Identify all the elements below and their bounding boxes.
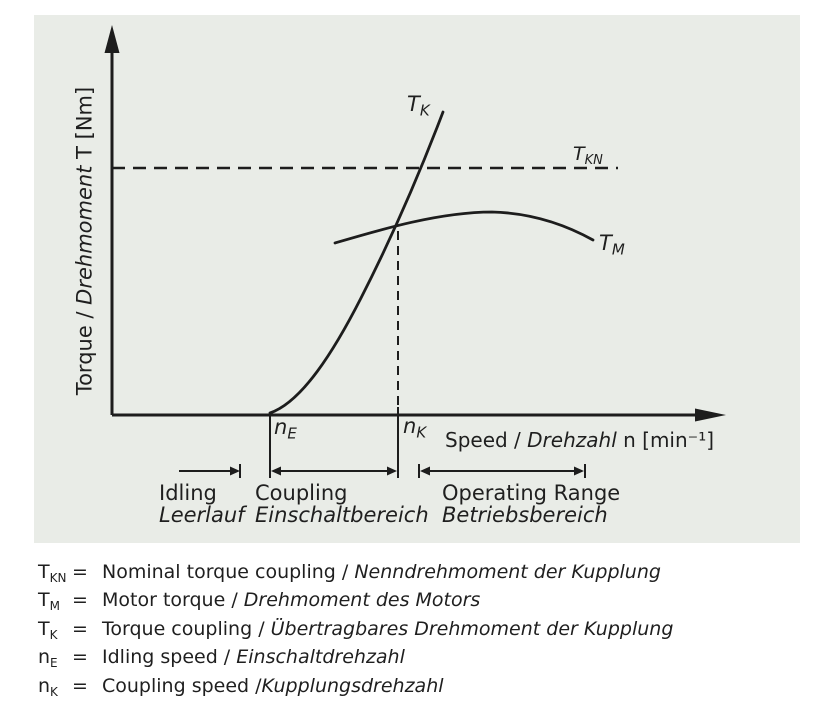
legend-sym-base: n bbox=[38, 646, 51, 669]
legend-symbol bbox=[38, 589, 72, 614]
nk-marker-label bbox=[403, 414, 427, 442]
legend-sym-sub: KN bbox=[49, 571, 67, 586]
range-coupling-de: Einschaltbereich bbox=[255, 503, 429, 527]
legend-symbol bbox=[38, 618, 72, 640]
tkn-base: T bbox=[573, 143, 585, 165]
legend-sym-sub: K bbox=[49, 627, 58, 642]
y-axis-label bbox=[73, 87, 96, 395]
x-axis-label bbox=[445, 429, 714, 451]
coupling-arrowhead-right-icon bbox=[387, 467, 397, 476]
legend-sym-base: T bbox=[38, 589, 50, 612]
tkn-line-label bbox=[573, 143, 603, 168]
equals-sign: = bbox=[72, 589, 88, 612]
legend-desc-de: Einschaltdrehzahl bbox=[236, 646, 405, 669]
legend-desc-de: Übertragbares Drehmoment der Kupplung bbox=[270, 617, 674, 640]
legend-description bbox=[102, 589, 480, 611]
tm-curve bbox=[335, 212, 593, 243]
range-label-coupling bbox=[255, 483, 429, 526]
legend-desc-separator: / bbox=[335, 561, 355, 583]
legend-sym-sub: E bbox=[50, 656, 58, 671]
legend-row-nk bbox=[38, 675, 798, 703]
legend-description bbox=[102, 618, 673, 640]
y-axis-label-en: Torque / bbox=[72, 304, 97, 396]
legend-row-tkn bbox=[38, 561, 798, 589]
legend-symbol bbox=[38, 561, 72, 586]
range-label-idling bbox=[159, 483, 245, 526]
equals-sign: = bbox=[72, 646, 88, 669]
x-axis-arrowhead-icon bbox=[695, 409, 726, 422]
tk-base: T bbox=[407, 92, 420, 116]
legend-sym-base: n bbox=[38, 674, 51, 697]
y-axis-label-unit: T [Nm] bbox=[72, 86, 97, 166]
legend-desc-en: Coupling speed bbox=[102, 674, 250, 697]
tm-sub: M bbox=[611, 240, 625, 259]
equals-sign: = bbox=[72, 617, 88, 640]
x-axis-label-en: Speed / bbox=[445, 428, 528, 452]
legend-sym-base: T bbox=[38, 617, 50, 640]
chart-panel bbox=[34, 15, 800, 543]
coupling-arrowhead-left-icon bbox=[271, 467, 281, 476]
range-operating-en: Operating Range bbox=[442, 481, 621, 505]
legend-symbol bbox=[38, 675, 72, 697]
operating-arrowhead-right-icon bbox=[574, 467, 584, 476]
legend-description bbox=[102, 561, 661, 583]
legend-desc-de: Drehmoment des Motors bbox=[243, 589, 481, 612]
range-operating-de: Betriebsbereich bbox=[442, 503, 608, 527]
legend-desc-en: Motor torque bbox=[102, 589, 226, 612]
legend-desc-separator: / bbox=[225, 589, 244, 612]
range-label-operating bbox=[442, 483, 620, 526]
ne-marker-label bbox=[274, 415, 297, 443]
legend-desc-separator: / bbox=[249, 674, 262, 697]
tm-curve-label bbox=[599, 231, 625, 259]
legend-desc-de: Kupplungsdrehzahl bbox=[261, 674, 444, 697]
range-idling-de: Leerlauf bbox=[159, 503, 245, 527]
legend-desc-separator: / bbox=[252, 617, 271, 640]
ne-base: n bbox=[274, 415, 288, 439]
legend-sym-base: T bbox=[38, 561, 50, 583]
legend-row-tm bbox=[38, 589, 798, 617]
legend-description bbox=[102, 646, 405, 668]
range-idling-en: Idling bbox=[159, 481, 217, 505]
legend-symbol bbox=[38, 646, 72, 671]
nk-sub: K bbox=[416, 423, 427, 442]
y-axis-arrowhead-icon bbox=[105, 25, 120, 53]
ne-sub: E bbox=[287, 424, 297, 443]
legend-desc-separator: / bbox=[217, 646, 237, 669]
range-coupling-en: Coupling bbox=[255, 481, 348, 505]
tk-curve-label bbox=[407, 92, 430, 120]
nk-base: n bbox=[403, 414, 417, 438]
y-axis-label-de: Drehmoment bbox=[72, 165, 97, 305]
legend-desc-en: Torque coupling bbox=[102, 617, 253, 640]
symbol-legend bbox=[38, 561, 798, 703]
tk-sub: K bbox=[419, 101, 430, 120]
tkn-sub: KN bbox=[584, 152, 603, 168]
tm-base: T bbox=[599, 231, 612, 255]
x-axis-label-de: Drehzahl bbox=[527, 428, 617, 452]
idling-arrowhead-icon bbox=[230, 467, 240, 476]
legend-row-tk bbox=[38, 618, 798, 646]
x-axis-label-unit: n [min⁻¹] bbox=[616, 428, 715, 452]
legend-sym-sub: K bbox=[50, 684, 58, 699]
legend-desc-en: Idling speed bbox=[102, 646, 218, 669]
equals-sign: = bbox=[72, 674, 88, 697]
legend-desc-de: Nenndrehmoment der Kupplung bbox=[354, 561, 661, 583]
legend-desc-en: Nominal torque coupling bbox=[102, 561, 336, 583]
equals-sign: = bbox=[72, 561, 88, 583]
legend-description bbox=[102, 675, 444, 697]
legend-sym-sub: M bbox=[49, 599, 60, 614]
operating-arrowhead-left-icon bbox=[420, 467, 430, 476]
legend-row-ne bbox=[38, 646, 798, 674]
tk-curve bbox=[270, 112, 443, 413]
